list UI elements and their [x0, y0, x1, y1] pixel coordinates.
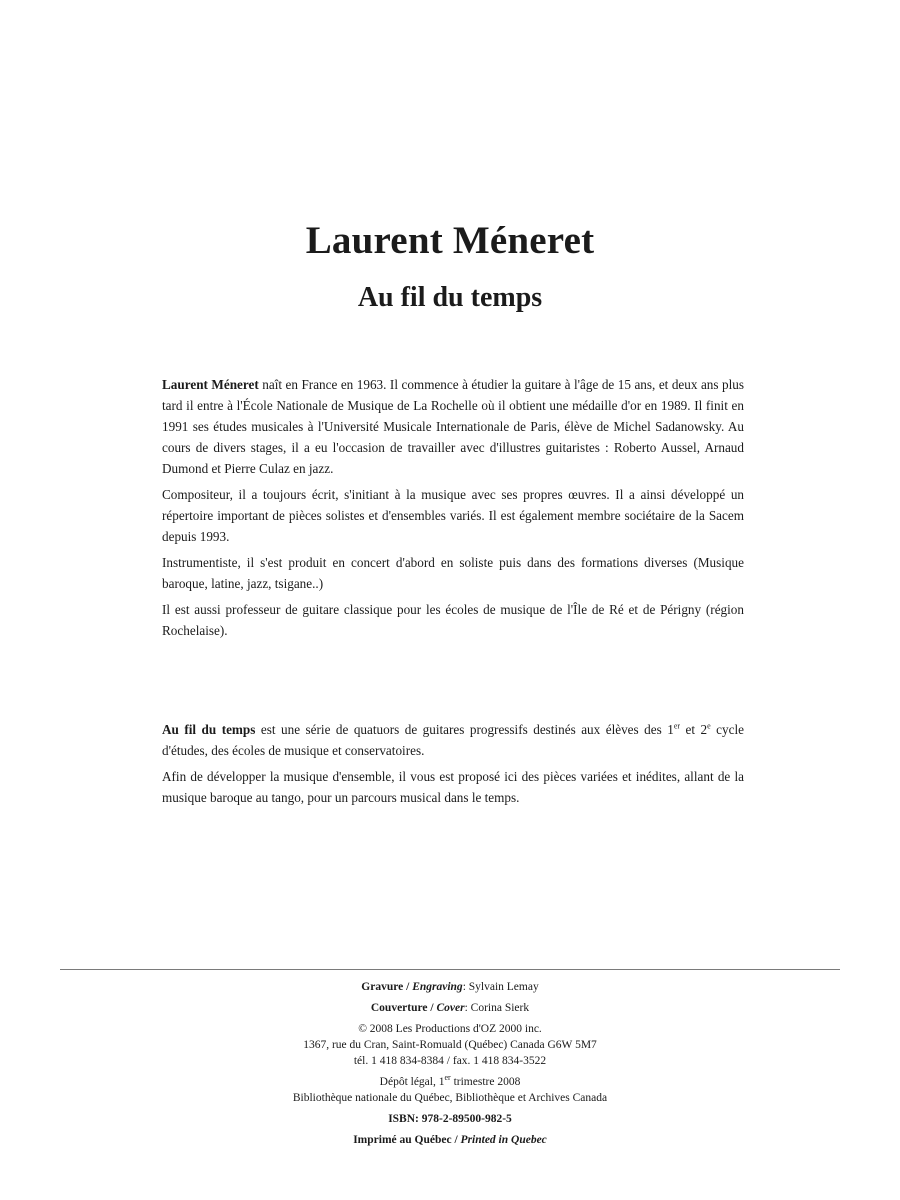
series-text-c: cycle d'études, des écoles de musique et conservatoires.	[162, 722, 744, 758]
bio-paragraph-1-text: naît en France en 1963. Il commence à étudier la guitare à l'âge de 15 ans, et deux ans plus tard il entre à l'École Nationale de Musique de La Rochelle où il obtient une médaille d'or en 1989. Il finit en 1991 ses études musicales à l'Université Musicale Internationale de Paris, élève de Michel Sadanowsky. Au cours de divers stages, il a eu l'occasion de travailler avec d'illustres guitaristes : Roberto Aussel, Arnaud Dumond et Pierre Culaz en jazz.	[162, 377, 745, 476]
publisher-phone: tél. 1 418 834-8384 / fax. 1 418 834-3522	[353, 1055, 547, 1067]
legal-deposit	[0, 1074, 900, 1090]
engraving-credit	[0, 979, 900, 995]
bio-paragraph-2: Compositeur, il a toujours écrit, s'initiant à la musique avec ses propres œuvres. Il a ainsi développé un répertoire important de pièces solistes et d'ensembles variés. Il est également membre sociétaire de la Sacem depuis 1993.	[162, 487, 744, 544]
engraving-value: : Sylvain Lemay	[462, 981, 539, 993]
colophon	[0, 979, 900, 1148]
bio-paragraph-4: Il est aussi professeur de guitare classique pour les écoles de musique de l'Île de Ré et de Périgny (région Rochelaise).	[162, 602, 744, 638]
publisher-address: 1367, rue du Cran, Saint-Romuald (Québec) Canada G6W 5M7	[303, 1039, 597, 1051]
page-title: Laurent Méneret	[305, 219, 595, 262]
printed-sep: /	[451, 1134, 461, 1146]
cover-sep: /	[427, 1002, 437, 1014]
legal-deposit-a: Dépôt légal, 1	[379, 1076, 445, 1088]
bio-paragraph-1	[162, 374, 744, 479]
printed-in	[0, 1132, 900, 1148]
legal-deposit-b: trimestre 2008	[450, 1076, 521, 1088]
bio-paragraph-3: Instrumentiste, il s'est produit en concert d'abord en soliste puis dans des formations diverses (Musique baroque, latine, jazz, tsigane..)	[162, 555, 744, 591]
bio-author-name: Laurent Méneret	[162, 377, 259, 392]
series-paragraph-1	[162, 719, 744, 761]
engraving-sep: /	[403, 981, 413, 993]
superscript-er: er	[673, 721, 681, 731]
printed-en: Printed in Quebec	[460, 1134, 547, 1146]
cover-credit	[0, 1000, 900, 1016]
copyright-line: © 2008 Les Productions d'OZ 2000 inc.	[358, 1023, 542, 1035]
library-line: Bibliothèque nationale du Québec, Bibliothèque et Archives Canada	[292, 1092, 608, 1104]
engraving-label-fr: Gravure	[361, 981, 404, 993]
biography-section	[162, 374, 744, 646]
superscript-e: e	[707, 721, 711, 731]
isbn	[0, 1111, 900, 1127]
series-title: Au fil du temps	[162, 722, 256, 737]
series-paragraph-2: Afin de développer la musique d'ensemble, il vous est proposé ici des pièces variées et inédites, allant de la musique baroque au tango, pour un parcours musical dans le temps.	[162, 769, 744, 805]
legal-deposit-sup: er	[444, 1073, 451, 1083]
divider-line	[60, 969, 840, 970]
series-text-b: et 2	[680, 722, 708, 737]
engraving-label-en: Engraving	[412, 981, 463, 993]
work-subtitle: Au fil du temps	[357, 282, 543, 313]
series-text-a: est une série de quatuors de guitares progressifs destinés aux élèves des 1	[255, 722, 674, 737]
cover-label-en: Cover	[436, 1002, 465, 1014]
series-description	[162, 719, 744, 813]
printed-fr: Imprimé au Québec	[353, 1134, 452, 1146]
cover-value: : Corina Sierk	[464, 1002, 530, 1014]
cover-label-fr: Couverture	[370, 1002, 428, 1014]
isbn-text: ISBN: 978-2-89500-982-5	[388, 1113, 512, 1125]
